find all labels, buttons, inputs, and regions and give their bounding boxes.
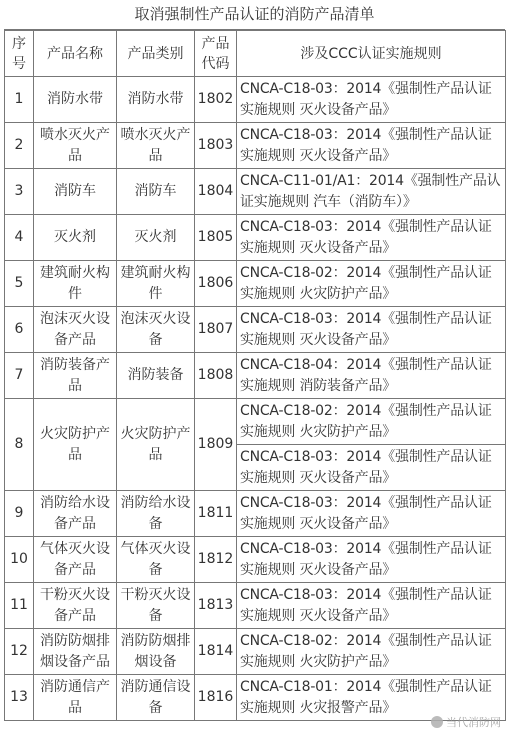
cell-no: 3	[5, 169, 34, 215]
cell-category: 火灾防护产品	[117, 399, 195, 491]
cell-rule: CNCA-C18-03：2014《强制性产品认证实施规则 灭火设备产品》	[237, 77, 506, 123]
cell-name: 消防给水设备产品	[34, 491, 117, 537]
page-title: 取消强制性产品认证的消防产品清单	[4, 0, 505, 30]
header-name: 产品名称	[34, 31, 117, 77]
cell-rule: CNCA-C18-03：2014《强制性产品认证实施规则 灭火设备产品》	[237, 445, 506, 491]
cell-code: 1816	[195, 675, 237, 721]
table-row	[5, 353, 506, 399]
logo-icon	[431, 716, 443, 728]
header-rule: 涉及CCC认证实施规则	[237, 31, 506, 77]
header-code: 产品代码	[195, 31, 237, 77]
cell-code: 1809	[195, 399, 237, 491]
table-row	[5, 77, 506, 123]
cell-code: 1802	[195, 77, 237, 123]
cell-category: 泡沫灭火设备	[117, 307, 195, 353]
cell-rule: CNCA-C18-03：2014《强制性产品认证实施规则 灭火设备产品》	[237, 537, 506, 583]
cell-rule: CNCA-C18-02：2014《强制性产品认证实施规则 火灾防护产品》	[237, 399, 506, 445]
cell-name: 喷水灭火产品	[34, 123, 117, 169]
cell-name: 消防防烟排烟设备产品	[34, 629, 117, 675]
cell-no: 7	[5, 353, 34, 399]
cell-code: 1808	[195, 353, 237, 399]
header-category: 产品类别	[117, 31, 195, 77]
table-row	[5, 491, 506, 537]
cell-no: 1	[5, 77, 34, 123]
table-row	[5, 399, 506, 445]
cell-code: 1811	[195, 491, 237, 537]
cell-name: 灭火剂	[34, 215, 117, 261]
cell-category: 干粉灭火设备	[117, 583, 195, 629]
cell-category: 灭火剂	[117, 215, 195, 261]
cell-rule: CNCA-C18-04：2014《强制性产品认证实施规则 消防装备产品》	[237, 353, 506, 399]
cell-name: 消防通信产品	[34, 675, 117, 721]
table-row	[5, 215, 506, 261]
table-row	[5, 261, 506, 307]
cell-name: 消防车	[34, 169, 117, 215]
table-row	[5, 169, 506, 215]
cell-rule: CNCA-C18-02：2014《强制性产品认证实施规则 火灾防护产品》	[237, 261, 506, 307]
cell-category: 消防水带	[117, 77, 195, 123]
table-row	[5, 537, 506, 583]
cell-code: 1804	[195, 169, 237, 215]
cell-no: 13	[5, 675, 34, 721]
product-table	[4, 30, 506, 721]
cell-category: 气体灭火设备	[117, 537, 195, 583]
cell-rule: CNCA-C18-02：2014《强制性产品认证实施规则 火灾防护产品》	[237, 629, 506, 675]
table-row	[5, 123, 506, 169]
cell-code: 1805	[195, 215, 237, 261]
watermark-text: 当代消防网	[446, 716, 501, 729]
cell-rule: CNCA-C18-03：2014《强制性产品认证实施规则 灭火设备产品》	[237, 491, 506, 537]
cell-no: 12	[5, 629, 34, 675]
cell-no: 9	[5, 491, 34, 537]
table-header-row	[5, 31, 506, 77]
table-body	[5, 77, 506, 721]
cell-category: 消防防烟排烟设备	[117, 629, 195, 675]
cell-category: 消防装备	[117, 353, 195, 399]
cell-name: 泡沫灭火设备产品	[34, 307, 117, 353]
cell-rule: CNCA-C18-03：2014《强制性产品认证实施规则 灭火设备产品》	[237, 583, 506, 629]
cell-category: 消防车	[117, 169, 195, 215]
cell-no: 11	[5, 583, 34, 629]
cell-name: 消防水带	[34, 77, 117, 123]
cell-name: 消防装备产品	[34, 353, 117, 399]
cell-name: 建筑耐火构件	[34, 261, 117, 307]
cell-rule: CNCA-C18-03：2014《强制性产品认证实施规则 灭火设备产品》	[237, 123, 506, 169]
cell-no: 2	[5, 123, 34, 169]
cell-category: 消防通信设备	[117, 675, 195, 721]
table-row	[5, 583, 506, 629]
cell-code: 1803	[195, 123, 237, 169]
cell-rule: CNCA-C18-03：2014《强制性产品认证实施规则 灭火设备产品》	[237, 215, 506, 261]
cell-name: 干粉灭火设备产品	[34, 583, 117, 629]
cell-category: 消防给水设备	[117, 491, 195, 537]
cell-no: 10	[5, 537, 34, 583]
cell-name: 气体灭火设备产品	[34, 537, 117, 583]
cell-code: 1812	[195, 537, 237, 583]
table-row	[5, 629, 506, 675]
cell-rule: CNCA-C18-03：2014《强制性产品认证实施规则 灭火设备产品》	[237, 307, 506, 353]
header-no: 序号	[5, 31, 34, 77]
cell-no: 5	[5, 261, 34, 307]
cell-code: 1806	[195, 261, 237, 307]
cell-rule: CNCA-C18-01：2014《强制性产品认证实施规则 火灾报警产品》	[237, 675, 506, 721]
cell-code: 1813	[195, 583, 237, 629]
cell-no: 4	[5, 215, 34, 261]
cell-name: 火灾防护产品	[34, 399, 117, 491]
cell-category: 建筑耐火构件	[117, 261, 195, 307]
watermark	[431, 714, 501, 730]
cell-code: 1814	[195, 629, 237, 675]
cell-rule: CNCA-C11-01/A1：2014《强制性产品认证实施规则 汽车（消防车）》	[237, 169, 506, 215]
cell-category: 喷水灭火产品	[117, 123, 195, 169]
table-row	[5, 307, 506, 353]
cell-no: 6	[5, 307, 34, 353]
cell-code: 1807	[195, 307, 237, 353]
cell-no: 8	[5, 399, 34, 491]
